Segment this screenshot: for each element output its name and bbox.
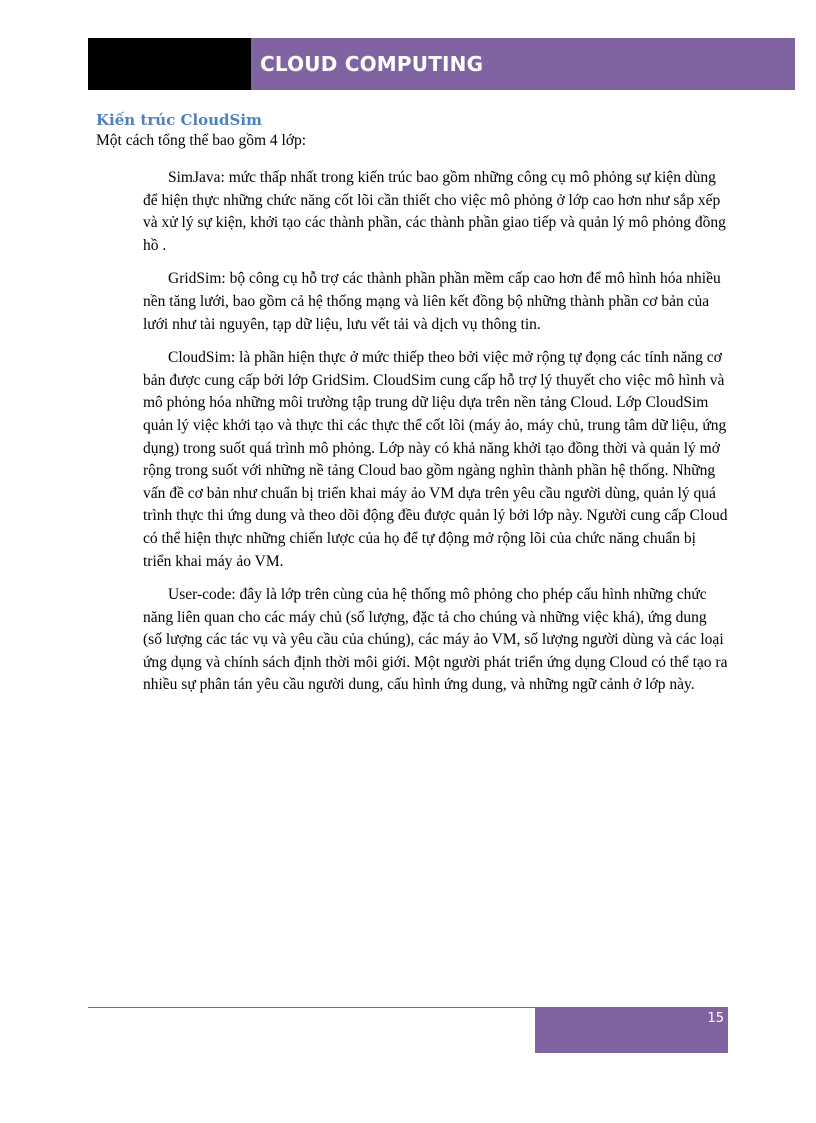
paragraph-gridsim: GridSim: bộ công cụ hỗ trợ các thành phần phần mềm cấp cao hơn để mô hình hóa nhiều nền tăng lưới, bao gồm cả hệ thống mạng và liên kết đồng bộ những thành phần cơ bản của lưới như tài nguyên, tạp dữ liệu, lưu vết tải và dịch vụ thông tin. — [143, 270, 721, 333]
paragraph-cloudsim: CloudSim: là phần hiện thực ở mức thiếp theo bởi việc mở rộng tự đọng các tính năng cơ bản được cung cấp bởi lớp GridSim. CloudSim cung cấp hỗ trợ lý thuyết cho việc mô hình và mô phỏng hóa những môi trường tập trung dữ liệu dựa trên nền tảng Cloud. Lớp CloudSim quản lý việc khởi tạo và thực thi các thực thể cốt lõi (máy ảo, máy chủ, trung tâm dữ liệu, ứng dụng) trong suốt quá trình mô phỏng. Lớp này có khả năng khởi tạo đồng thời và quản lý mở rộng trong suốt với những nề tảng Cloud bao gồm ngàng nghìn thành phần hệ thống. Những vấn đề cơ bản như chuẩn bị triển khai máy ảo VM dựa trên yêu cầu người dùng, quản lý quá trình thực thi ứng dung và theo dõi động đều được quản lý bởi lớp này. Người cung cấp Cloud có thể hiện thực những chiến lược của họ để tự động mở rộng lõi của chức năng chuẩn bị triển khai máy ảo VM. — [143, 349, 728, 570]
footer-divider — [88, 1007, 535, 1008]
header-black-block — [88, 38, 251, 90]
header-title: CLOUD COMPUTING — [260, 52, 484, 76]
paragraph-simjava: SimJava: mức thấp nhất trong kiến trúc bao gồm những công cụ mô phỏng sự kiện dùng để hiện thực những chức năng cốt lõi cần thiết cho việc mô phỏng ở lớp cao hơn như sắp xếp và xử lý sự kiện, khởi tạo các thành phần, các thành phần giao tiếp và quản lý mô phỏng đồng hồ . — [143, 169, 726, 254]
page-number: 15 — [707, 1011, 724, 1026]
section-heading: Kiến trúc CloudSim — [96, 111, 262, 129]
body-text — [143, 167, 728, 708]
paragraph-user-code: User-code: đây là lớp trên cùng của hệ thống mô phỏng cho phép cấu hình những chức năng liên quan cho các máy chủ (số lượng, đặc tả cho chúng và những việc khá), ứng dung (số lượng các tác vụ và yêu cầu của chúng), các máy ảo VM, số lượng người dùng và các loại ứng dụng và chính sách định thời môi giới. Một người phát triển ứng dụng Cloud có thể tạo ra nhiều sự phân tán yêu cầu người dung, cấu hình ứng dung, và những ngữ cảnh ở lớp này. — [143, 586, 728, 694]
intro-text: Một cách tổng thể bao gồm 4 lớp: — [96, 132, 307, 149]
